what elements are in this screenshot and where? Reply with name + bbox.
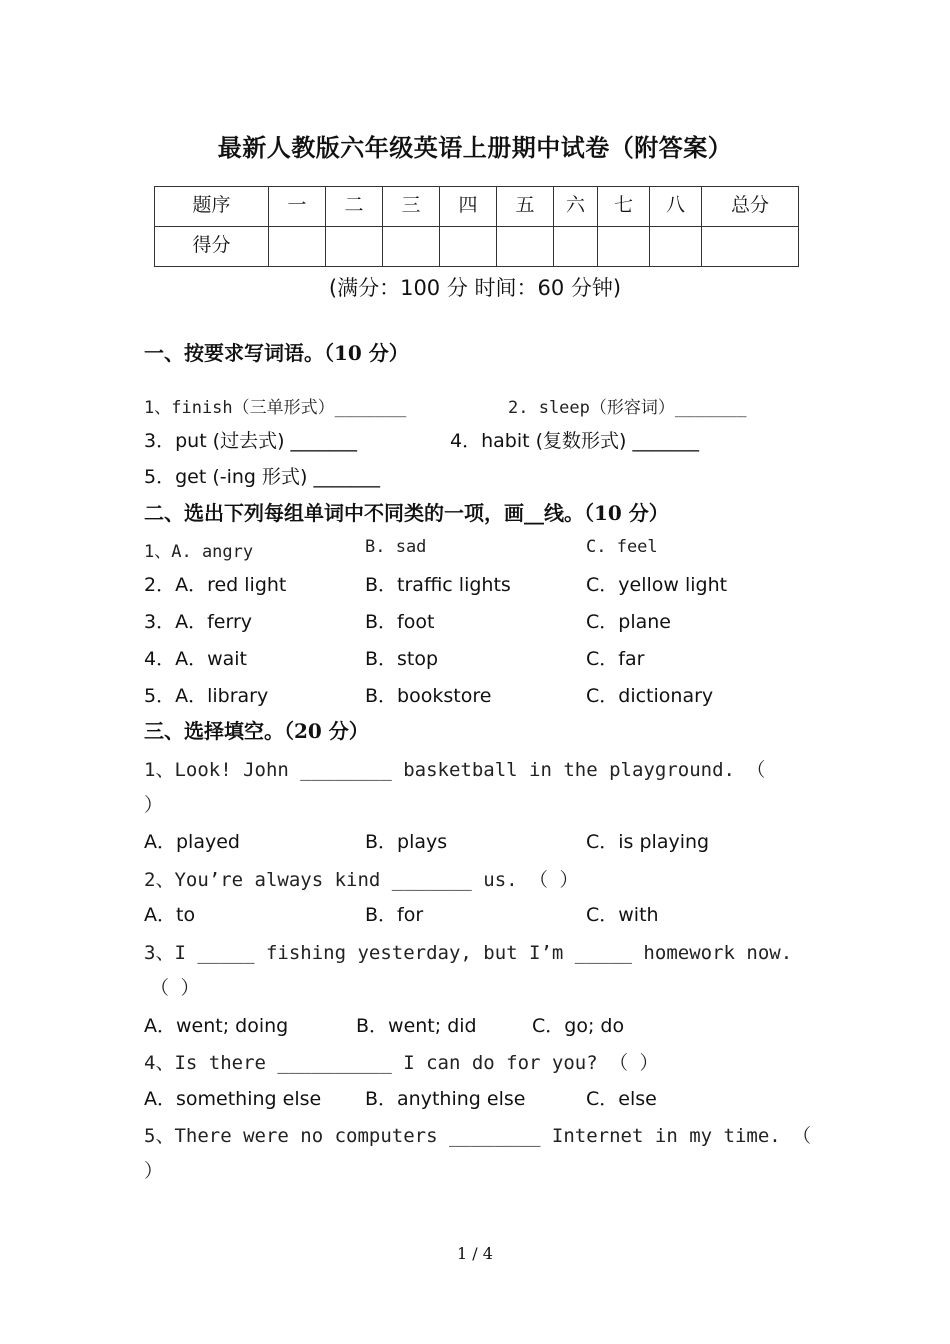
score-header-cell: 二 [326,187,383,227]
score-header-cell: 总分 [702,187,799,227]
exam-subtitle: (满分：100 分 时间：60 分钟) [328,276,622,300]
section3-q3-option-b: B．went; did [356,1015,477,1037]
section2-heading: 二、选出下列每组单词中不同类的一项，画__线。（10 分） [144,501,669,525]
section3-q3-stem-cont: （ ） [150,977,200,999]
section2-q4-option-c: C．far [586,648,645,670]
score-cell[interactable] [326,227,383,267]
section2-q5-option-b: B．bookstore [365,685,492,707]
section3-q1-option-c: C．is playing [586,831,710,853]
section2-q3-option-b: B．foot [365,611,435,633]
score-cell[interactable] [554,227,598,267]
section1-q3: 3．put (过去式) _______ [144,430,358,452]
exam-title: 最新人教版六年级英语上册期中试卷（附答案） [217,133,733,162]
score-cell[interactable] [269,227,326,267]
score-table [154,186,799,267]
section2-q3-option-a: 3．A．ferry [144,611,252,633]
score-cell[interactable] [702,227,799,267]
section1-q2: 2. sleep（形容词）_______ [508,398,747,418]
section2-q4-option-a: 4．A．wait [144,648,247,670]
section2-q5-option-c: C．dictionary [586,685,714,707]
section3-q4-option-b: B．anything else [365,1088,526,1110]
section3-q4-option-a: A．something else [144,1088,322,1110]
score-cell[interactable] [440,227,497,267]
section3-q1-option-b: B．plays [365,831,448,853]
score-table-header-row [155,187,799,227]
section3-q2-stem: 2、You’re always kind _______ us. （ ） [144,869,579,891]
score-header-cell: 题序 [155,187,269,227]
score-cell[interactable] [650,227,702,267]
section3-q4-option-c: C．else [586,1088,657,1110]
score-table-score-row [155,227,799,267]
section3-q1-option-a: A．played [144,831,240,853]
section2-q4-option-b: B．stop [365,648,439,670]
section3-q4-stem: 4、Is there __________ I can do for you? （ ） [144,1052,659,1074]
section3-heading: 三、选择填空。（20 分） [144,719,369,743]
section2-q5-option-a: 5．A．library [144,685,269,707]
section3-q5-stem-cont: ） [144,1160,164,1182]
section2-q3-option-c: C．plane [586,611,671,633]
score-header-cell: 四 [440,187,497,227]
score-cell[interactable] [598,227,650,267]
page-number: 1 / 4 [457,1244,493,1263]
score-cell[interactable] [497,227,554,267]
score-cell[interactable] [383,227,440,267]
section3-q2-option-b: B．for [365,904,424,926]
score-header-cell: 六 [554,187,598,227]
section2-q1-option-c: C. feel [586,537,658,557]
score-header-cell: 三 [383,187,440,227]
score-header-cell: 七 [598,187,650,227]
section2-q2-option-c: C．yellow light [586,574,728,596]
section3-q2-option-a: A．to [144,904,196,926]
score-row-label: 得分 [155,227,269,267]
section2-q2-option-a: 2．A．red light [144,574,287,596]
section3-q3-stem: 3、I _____ fishing yesterday, but I’m _____ homework now. [144,942,793,964]
section3-q2-option-c: C．with [586,904,659,926]
score-header-cell: 一 [269,187,326,227]
section1-q5: 5．get (-ing 形式) _______ [144,466,380,488]
section2-q1-option-a: 1、A. angry [144,542,254,562]
section1-heading: 一、按要求写词语。（10 分） [144,341,409,365]
section3-q1-stem-cont: ） [144,794,164,816]
score-header-cell: 五 [497,187,554,227]
section3-q3-option-a: A．went; doing [144,1015,289,1037]
section1-q4: 4．habit (复数形式) _______ [450,430,699,452]
section3-q5-stem: 5、There were no computers ________ Internet in my time. （ [144,1125,812,1147]
score-header-cell: 八 [650,187,702,227]
section1-q1: 1、finish（三单形式）_______ [144,398,407,418]
section2-q2-option-b: B．traffic lights [365,574,511,596]
section3-q1-stem: 1、Look! John ________ basketball in the playground. （ [144,759,766,781]
section3-q3-option-c: C．go; do [532,1015,625,1037]
section2-q1-option-b: B. sad [365,537,427,557]
